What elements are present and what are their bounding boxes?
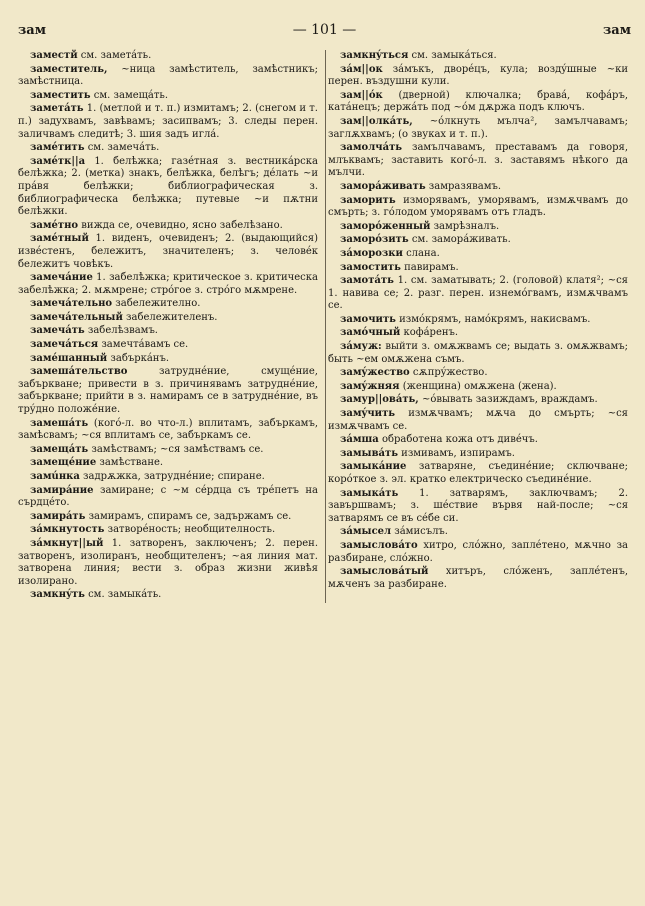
entry-headword: замысловáтый [340,566,429,578]
entry-headword: замечáние [30,272,93,284]
dictionary-entry [328,248,628,261]
entry-definition: забелѣзвамъ. [84,325,158,337]
entry-headword: зáмысел [340,526,392,538]
dictionary-entry [328,116,628,141]
entry-headword: замостить [340,261,401,273]
dictionary-entry [328,461,628,486]
entry-headword: замыкáть [340,487,399,499]
entry-definition: измивамъ, изпирамъ. [397,447,515,459]
dictionary-entry [18,589,318,602]
dictionary-entry [328,566,628,591]
entry-headword: замолчáть [340,142,403,154]
entry-headword: замéтно [30,219,79,231]
dictionary-entry [328,50,628,63]
entry-definition: см. замечáть. [84,142,160,154]
entry-headword: заместить [30,89,91,101]
header-right-guideword: зам [602,22,631,38]
entry-headword: замýжняя [340,380,400,392]
entry-definition: 1. забелѣжка; критическое з. критическа забелѣжка; 2. мѫмрене; стрóгое з. стрóго мѫмрене. [18,272,318,296]
entry-headword: замешáтельство [30,366,128,378]
header-left-guideword: зам [18,22,47,38]
entry-headword: заместй [30,50,78,61]
entry-headword: заморáживать [340,180,426,192]
entry-definition: см. замыкáться. [408,50,497,61]
entry-definition: замирамъ, спирамъ се, задържамъ се. [85,510,292,522]
dictionary-entry [18,457,318,470]
entry-definition: замѣствамъ; ~ся замѣствамъ се. [88,443,264,455]
entry-headword: замысловáто [340,539,418,551]
dictionary-entry [18,90,318,103]
dictionary-entry [18,538,318,588]
dictionary-entry [328,394,628,407]
entry-headword: замирáние [30,484,94,496]
entry-definition: измѫчвамъ; мѫча до смърть; ~ся измѫчвамъ се. [328,408,628,432]
dictionary-entry [328,90,628,115]
entry-headword: замур||овáть, [340,394,419,406]
dictionary-entry [18,325,318,338]
dictionary-entry [18,339,318,352]
dictionary-entry [328,367,628,380]
entry-definition: 1. затварямъ, заключвамъ; 2. завършвамъ; з. шéствие вървя най-после; ~ся затварямъ се въ сéбе си. [328,487,628,524]
dictionary-entry [328,221,628,234]
dictionary-entry [328,327,628,340]
entry-headword: зáмша [340,434,379,446]
right-column [328,50,628,603]
entry-headword: зам||олкáть, [340,115,413,127]
entry-definition: затруднéние, смущéние, забъркване; привести в з. причинявамъ затруднéние, забъркване; прийти в з. намирамъ се в затруднéние, въ трýдно положéние. [18,366,318,416]
entry-definition: см. заморáживать. [408,234,511,246]
entry-definition: кофáренъ. [400,327,459,339]
entry-definition: см. заметáть. [77,50,152,61]
entry-definition: 1. см. заматывать; 2. (головой) клатя²; ~ся 1. навива се; 2. разг. перен. изнемóгвамъ, измѫчвамъ се. [328,275,628,312]
entry-definition: (дверной) ключалка; бравá, кофáръ, катáнецъ; держáть под ~óм дѫржа подъ ключъ. [328,89,628,114]
page-number: — 101 — [292,22,357,38]
dictionary-entry [328,64,628,89]
entry-definition: см. замыкáть. [84,589,162,601]
dictionary-entry [18,156,318,219]
entry-headword: замéшанный [30,352,108,364]
entry-definition: 1. (метлой и т. п.) измитамъ; 2. (снегом и т. п.) задухвамъ, завѣвамъ; засипвамъ; 3. следы перен. заличвамъ следитѣ; 3. шия задъ иглá. [18,103,318,140]
entry-definition: вижда се, очевидно, ясно забелѣзано. [78,219,283,231]
dictionary-entry [18,50,318,63]
entry-definition: затваряне, съединéние; сключване; корóткое з. эл. кратко електрическо съединéние. [328,461,628,485]
entry-definition: ~óлкнуть мълча², замълчавамъ; заглѫхвамъ; (о звуках и т. п.). [328,115,628,140]
entry-definition: павирамъ. [400,261,459,273]
entry-headword: замúнка [30,471,80,482]
dictionary-entry [328,262,628,275]
dictionary-entry [18,64,318,89]
dictionary-entry [328,488,628,526]
entry-definition: изморявамъ, уморявамъ, измѫчвамъ до смърть; з. гóлодом уморявамъ отъ гладъ. [328,194,628,219]
entry-headword: зáмкнут||ый [30,537,104,549]
dictionary-entry [328,314,628,327]
dictionary-entry [18,418,318,443]
entry-headword: замечáтельно [30,298,113,310]
dictionary-entry [328,526,628,539]
dictionary-entry [328,142,628,180]
entry-headword: замешáть [30,417,89,429]
dictionary-entry [328,275,628,313]
dictionary-entry [18,272,318,297]
entry-definition: замразявамъ. [425,180,502,192]
entry-definition: забележително. [112,298,201,310]
entry-definition: ~ница замѣститель, замѣстникъ; замѣстница. [18,63,318,88]
entry-definition: замиране; с ~м сéрдца съ трéпетъ на сърдцéто. [18,484,318,509]
dictionary-entry [328,341,628,366]
dictionary-entry [328,434,628,447]
entry-headword: заморóженный [340,220,431,232]
entry-definition: замрѣзналъ. [430,220,500,232]
column-divider [325,50,326,603]
entry-headword: зам||óк [340,89,383,101]
entry-headword: заморóзить [340,234,409,246]
entry-definition: 1. затворенъ, заключенъ; 2. перен. затворенъ, изолиранъ, необщителенъ; ~ая линия мат. затворена линия; вести з. образ жизни живѣя изолирано. [18,537,318,587]
entry-definition: затворéность; необщителность. [104,524,276,536]
entry-definition: хитро, слóжно, заплéтено, мѫчно за разбиране, слóжно. [328,539,628,564]
dictionary-entry [18,298,318,311]
dictionary-entry [328,381,628,394]
entry-definition: замѣстване. [96,457,164,469]
entry-headword: замкнýть [30,589,85,601]
dictionary-entry [18,103,318,141]
dictionary-entry [18,233,318,271]
left-column [18,50,318,603]
dictionary-entry [328,408,628,433]
dictionary-entry [18,471,318,484]
dictionary-entry [18,353,318,366]
dictionary-entry [18,220,318,233]
entry-definition: забележителенъ. [122,311,218,323]
dictionary-entry [18,511,318,524]
dictionary-entry [18,312,318,325]
dictionary-entry [328,195,628,220]
entry-headword: замóчный [340,327,401,339]
entry-headword: замирáть [30,510,86,522]
entry-headword: замочить [340,313,396,325]
entry-headword: заморить [340,194,396,206]
entry-headword: зáмкнутость [30,524,105,536]
dictionary-entry [328,448,628,461]
entry-definition: ~óвывать зазиждамъ, враждамъ. [418,394,598,406]
entry-headword: замещáть [30,443,89,455]
entry-definition: зáмъкъ, дворéцъ, кула; воздýшные ~ки перен. въздушни кули. [328,63,628,88]
columns [18,50,631,603]
entry-definition: замълчавамъ, преставамъ да говоря, млъквамъ; заставить когó-л. з. заставямъ нѣкого да мълчи. [328,142,628,179]
page-header [18,18,631,42]
entry-headword: зáмуж: [340,341,382,353]
dictionary-entry [18,366,318,416]
entry-definition: хитъръ, слóженъ, заплéтенъ, мѫченъ за разбиране. [328,566,628,590]
dictionary-entry [18,524,318,537]
entry-headword: заметáть [30,103,84,115]
entry-headword: замечáтельный [30,311,123,323]
entry-headword: замкнýться [340,50,409,61]
entry-headword: замéтк||а [30,155,86,167]
entry-definition: слана. [402,247,440,259]
entry-definition: выйти з. омѫжвамъ се; выдать з. омѫжвамъ; быть ~ем омѫжена съмъ. [328,341,628,365]
dictionary-entry [18,142,318,155]
entry-headword: замýчить [340,408,396,420]
entry-headword: заместитель, [30,63,108,75]
entry-definition: зáмисълъ. [391,526,448,538]
entry-headword: замéтный [30,233,89,245]
entry-definition: измóкрямъ, намóкрямъ, накисвамъ. [395,313,591,325]
dictionary-entry [328,540,628,565]
entry-definition: 1. виденъ, очевиденъ; 2. (выдающийся) извéстенъ, бележитъ, значителенъ; з. человéк бележитъ човѣкъ. [18,233,318,270]
entry-headword: замыкáние [340,461,407,473]
entry-definition: задрѫжка, затруднéние; спиране. [79,471,265,482]
entry-definition: забъркáнъ. [107,352,170,364]
entry-headword: замывáть [340,447,398,459]
entry-headword: замотáть [340,275,394,287]
entry-headword: зáморозки [340,247,403,259]
entry-definition: (женщина) омѫжена (жена). [399,380,557,392]
entry-definition: см. замещáть. [90,89,169,101]
entry-headword: замещéние [30,457,97,469]
entry-definition: сѫпрýжество. [409,367,488,379]
entry-headword: замечáться [30,339,99,351]
entry-definition: 1. белѣжка; газéтная з. вестникáрска белѣжка; 2. (метка) знакъ, белѣжка, белѣгъ; дéлать ~и прáвя белѣжки; библиографическая з. библиографическа белѣжка; путевые ~и пѫтни белѣжки. [18,155,318,218]
dictionary-entry [328,234,628,247]
entry-headword: зáм||ок [340,63,383,75]
entry-headword: замýжество [340,367,410,379]
entry-definition: обработена кожа отъ дивéчъ. [378,434,538,446]
entry-headword: замéтить [30,142,85,154]
entry-headword: замечáть [30,325,85,337]
entry-definition: (когó-л. во что-л.) вплитамъ, забъркамъ, замѣсвамъ; ~ся вплитамъ се, забъркамъ се. [18,417,318,442]
dictionary-entry [18,485,318,510]
entry-definition: замечтáвамъ се. [98,339,189,351]
dictionary-entry [18,444,318,457]
dictionary-entry [328,181,628,194]
